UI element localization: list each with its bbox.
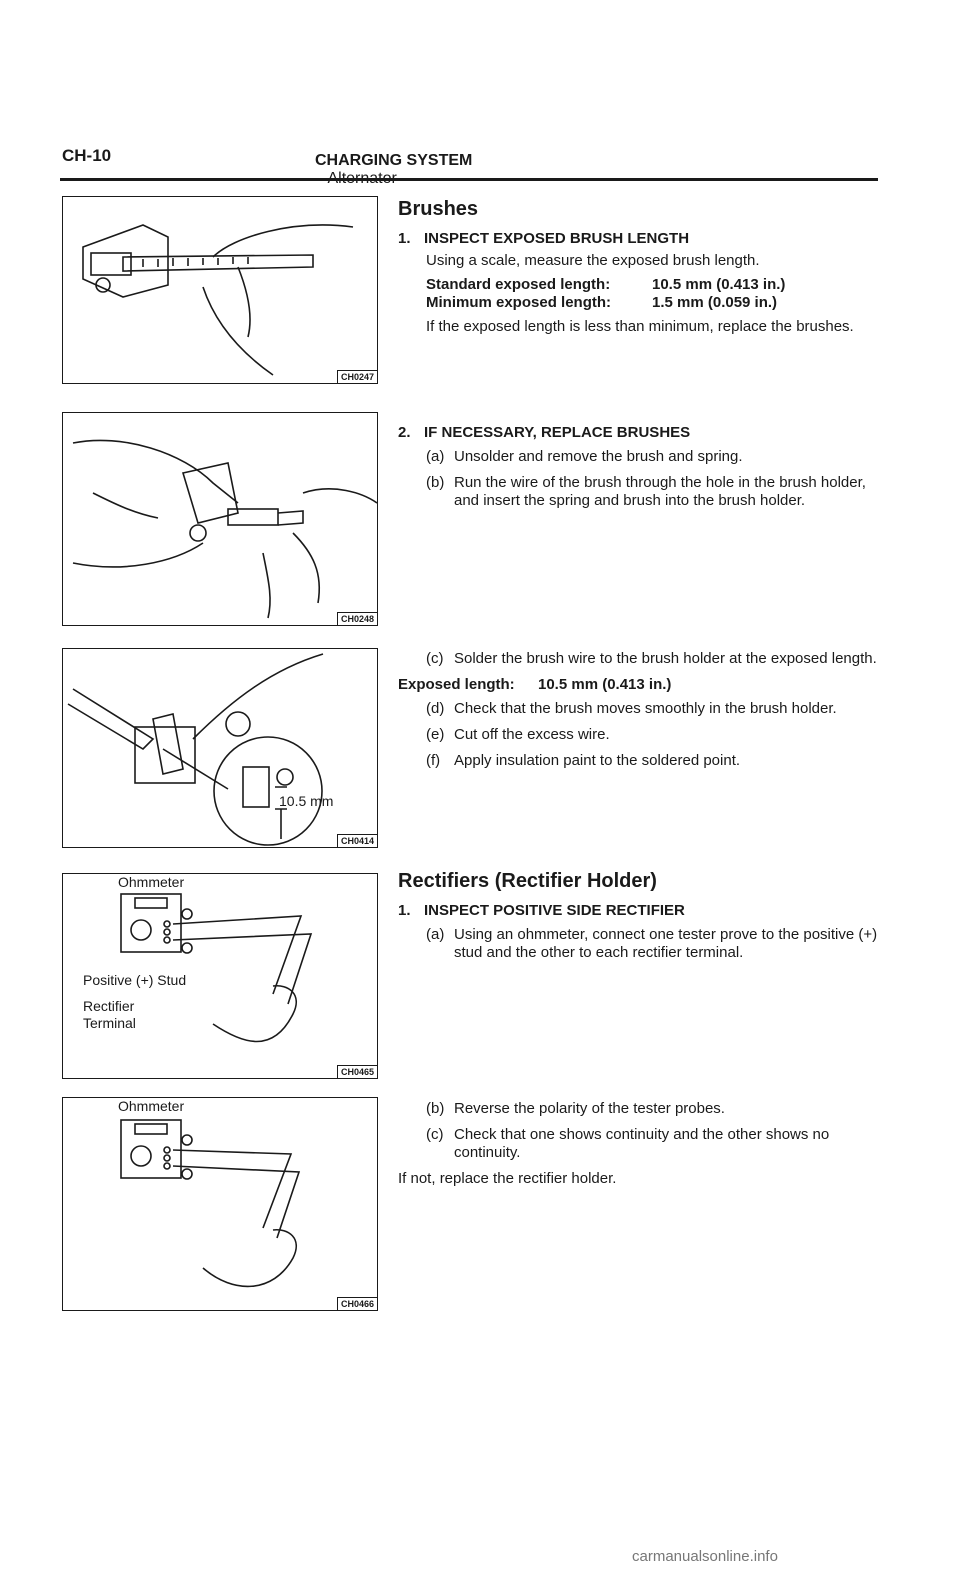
step-body (398, 700, 878, 770)
page-code: CH-10 (62, 146, 112, 165)
substep: (f) Apply insulation paint to the soldered point. (426, 752, 741, 769)
substep: (b) Reverse the polarity of the tester probes. (426, 1100, 725, 1117)
figure-code: CH0248 (337, 612, 378, 626)
terminal-label: Terminal (83, 1015, 136, 1031)
positive-stud-label: Positive (+) Stud (83, 972, 187, 988)
substep: (e) Cut off the excess wire. (426, 726, 610, 743)
illustration-brush-insertion (63, 413, 377, 625)
step-note: If the exposed length is less than minimum, replace the brushes. (426, 318, 854, 335)
step-body (398, 252, 878, 336)
step-body (398, 1100, 878, 1162)
spec-row: Minimum exposed length: 1.5 mm (0.059 in.) (426, 294, 778, 311)
figure-ohmmeter-reverse (62, 1097, 378, 1311)
solder-steps (398, 650, 878, 770)
rectifier-reverse-steps (398, 1100, 878, 1188)
brushes-title: Brushes (398, 198, 479, 220)
substep: (b) Run the wire of the brush through the hole in the brush holder, and insert the spring and brush into the brush holder. (426, 474, 866, 509)
figure-code: CH0465 (337, 1065, 378, 1079)
ohmmeter-label: Ohmmeter (118, 874, 185, 890)
spec-row: Exposed length: 10.5 mm (0.413 in.) (398, 676, 672, 693)
ohmmeter-label: Ohmmeter (118, 1098, 185, 1114)
brushes-section (398, 200, 878, 336)
rectifier-label: Rectifier (83, 998, 135, 1014)
figure-replace-brush (62, 412, 378, 626)
substep: (c) Check that one shows continuity and the other shows no continuity. (426, 1126, 830, 1161)
dimension-label: 10.5 mm (279, 793, 334, 809)
figure-code: CH0414 (337, 834, 378, 848)
figure-ohmmeter-positive (62, 873, 378, 1079)
page-title (315, 152, 472, 188)
footer-watermark: carmanualsonline.info (632, 1548, 778, 1565)
figure-code: CH0247 (337, 370, 378, 384)
illustration-solder-with-detail (63, 649, 377, 847)
figure-solder-brush (62, 648, 378, 848)
section-title: CHARGING SYSTEM (315, 152, 473, 169)
header-rule (60, 178, 878, 181)
step-heading: 2. IF NECESSARY, REPLACE BRUSHES (398, 424, 691, 441)
figure-measure-brush (62, 196, 378, 384)
illustration-ohmmeter-reversed (63, 1098, 377, 1310)
step-heading: 1. INSPECT EXPOSED BRUSH LENGTH (398, 230, 690, 247)
step-text: Using a scale, measure the exposed brush length. (426, 252, 760, 269)
substep: (c) Solder the brush wire to the brush holder at the exposed length. (426, 650, 877, 667)
rectifiers-section (398, 872, 878, 962)
step-note: If not, replace the rectifier holder. (398, 1170, 617, 1187)
spec-row: Standard exposed length: 10.5 mm (0.413 in.) (426, 276, 786, 293)
step-body (398, 926, 878, 962)
step-body (398, 448, 878, 510)
replace-brushes-step (398, 424, 878, 510)
rectifiers-title: Rectifiers (Rectifier Holder) (398, 870, 657, 892)
figure-code: CH0466 (337, 1297, 378, 1311)
step-heading: 1. INSPECT POSITIVE SIDE RECTIFIER (398, 902, 685, 919)
substep: (d) Check that the brush moves smoothly in the brush holder. (426, 700, 837, 717)
substep: (a) Unsolder and remove the brush and spring. (426, 448, 743, 465)
step-body (398, 650, 878, 668)
substep: (a) Using an ohmmeter, connect one tester prove to the positive (+) stud and the other to each rectifier terminal. (426, 926, 878, 961)
illustration-scale-measurement (63, 197, 377, 383)
